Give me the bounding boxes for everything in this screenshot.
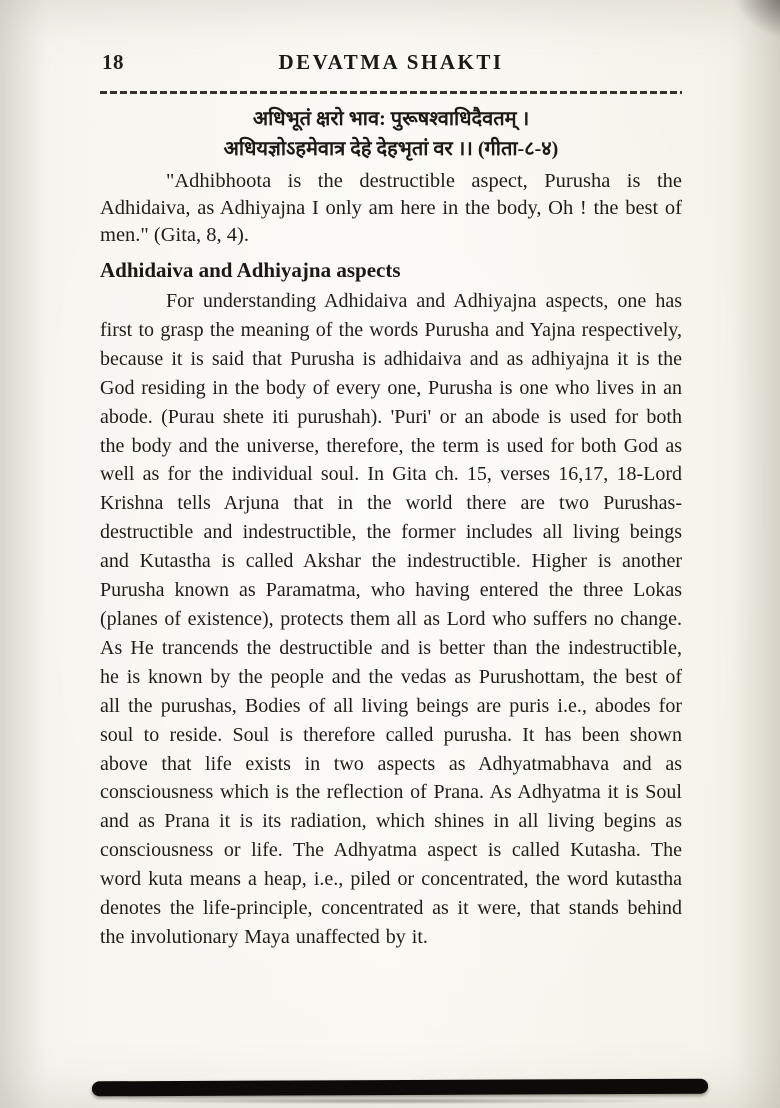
translation-quote: "Adhibhoota is the destructible aspect, Purusha is the Adhidaiva, as Adhiyajna I only am here in the body, Oh ! the best of men." (Gita, 8, 4). [100,170,682,246]
section-heading: Adhidaiva and Adhiyajna aspects [100,258,401,282]
sanskrit-verse [100,104,682,164]
book-title: DEVATMA SHAKTI [278,50,504,74]
section-body: For understanding Adhidaiva and Adhiyajna aspects, one has first to grasp the meaning of the words Purusha and Yajna respectively, because it is said that Purusha is adhidaiva and as adhiyajna it is the God residing in the body of every one, Purusha is one who lives in an abode. (Purau shete iti purushah). 'Puri' or an abode is used for both the body and the universe, therefore, the term is used for both God as well as for the individual soul. In Gita ch. 15, verses 16,17, 18-Lord Krishna tells Arjuna that in the world there are two Purushas-destructible and indestructible, the former includes all living beings and Kutastha is called Akshar the indestructible. Higher is another Purusha known as Paramatma, who having entered the three Lokas (planes of existence), protects them all as Lord who suffers no change. As He trancends the destructible and is better than the indestructible, he is known by the people and the vedas as Purushottam, the best of all the purushas, Bodies of all living beings are puris i.e., abodes for soul to reside. Soul is therefore called purusha. It has been shown above that life exists in two aspects as Adhyatmabhava and as consciousness which is the reflection of Prana. As Adhyatma it is Soul and as Prana it is its radiation, which shines in all living begins as consciousness or life. The Adhyatma aspect is called Kutasha. The word kuta means a heap, i.e., piled or concentrated, the word kutastha denotes the life-principle, concentrated as it were, that stands behind the involutionary Maya unaffected by it. [100,290,682,948]
page-number: 18 [102,50,124,74]
scan-bottom-shadow [120,1098,660,1104]
verse-line-2: अधियज्ञोऽहमेवात्र देहे देहभृतां वर ।। (गीता-८-४) [223,138,559,160]
divider-dashed [100,91,682,94]
scan-bottom-edge [92,1079,708,1097]
verse-line-1: अधिभूतं क्षरो भाव: पुरूषश्वाधिदैवतम् । [252,108,530,130]
page-header [100,50,682,78]
